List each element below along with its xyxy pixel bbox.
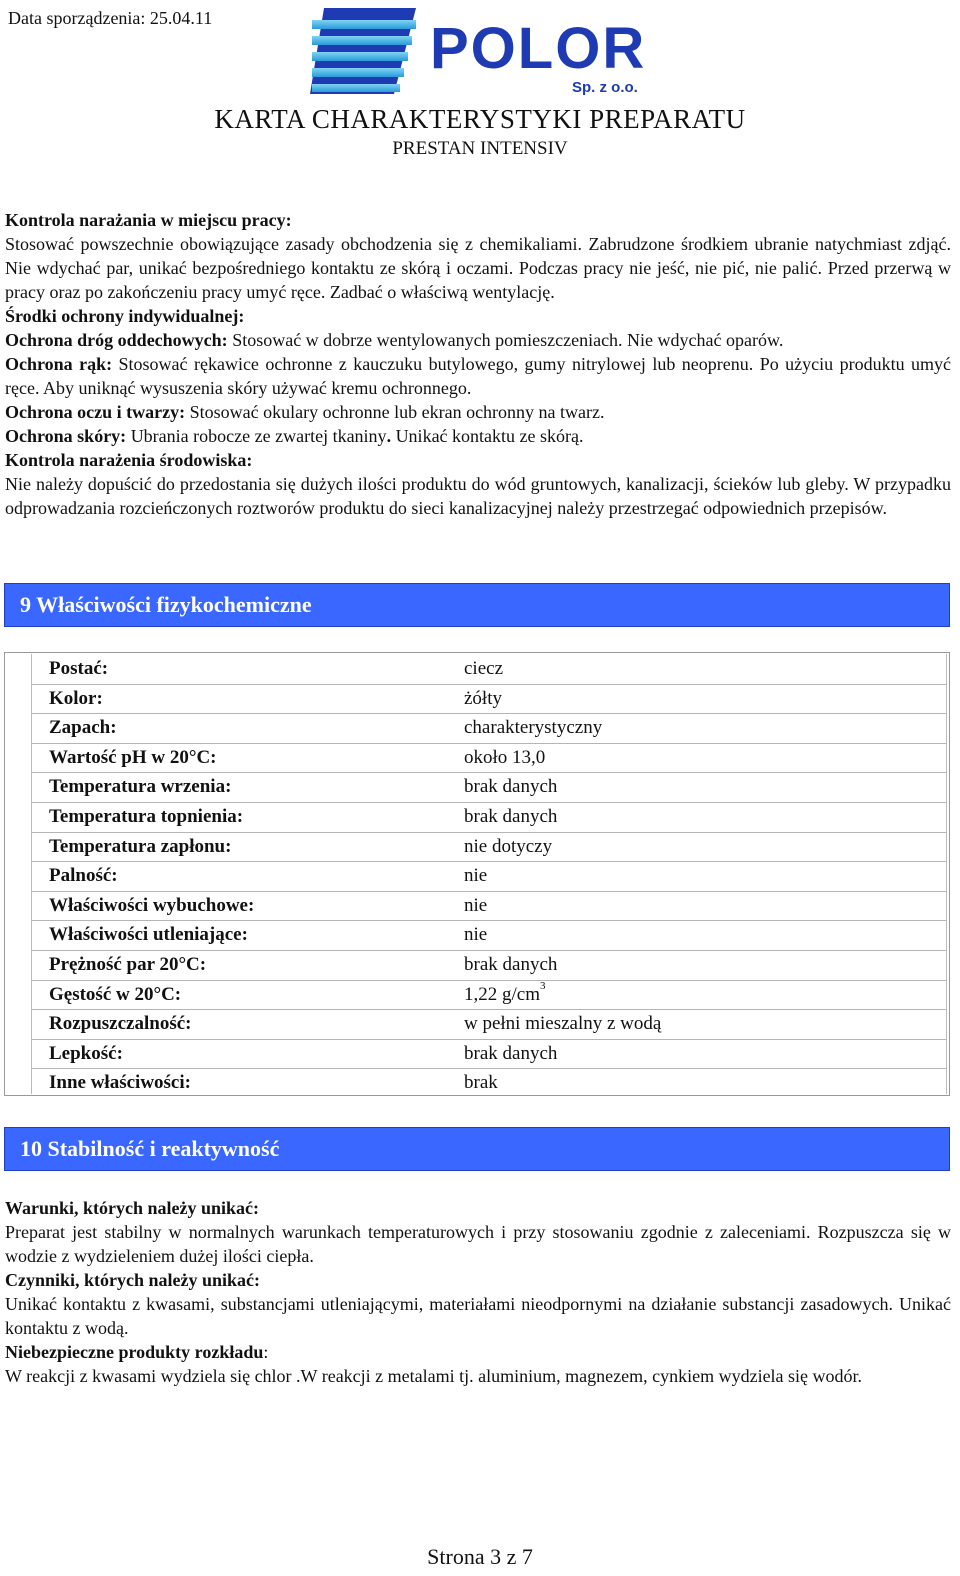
polor-logo [308, 6, 648, 98]
table-row: Właściwości utleniające: nie [32, 920, 946, 951]
preparation-date: Data sporządzenia: 25.04.11 [8, 8, 213, 28]
table-row: Palność: nie [32, 861, 946, 892]
section-9-banner: 9 Właściwości fizykochemiczne [4, 583, 950, 627]
respiratory-protection: Ochrona dróg oddechowych: Stosować w dobrze wentylowanych pomieszczeniach. Nie wdychać oparów. [5, 330, 784, 350]
skin-protection: Ochrona skóry: Ubrania robocze ze zwartej tkaniny. Unikać kontaktu ze skórą. [5, 426, 584, 446]
table-row: Temperatura wrzenia: brak danych [32, 772, 946, 803]
environmental-exposure-text: Nie należy dopuścić do przedostania się dużych ilości produktu do wód gruntowych, kanalizacji, ścieków lub gleby. W przypadku odprowadzania rozcieńczonych roztworów produktu do sieci kanalizacyjnej należy przestrzegać odpowiednich przepisów. [5, 474, 951, 518]
page-number: Strona 3 z 7 [427, 1544, 533, 1569]
personal-protection-heading: Środki ochrony indywidualnej: [5, 306, 245, 326]
stability-section [5, 1196, 951, 1388]
table-row: Postać: ciecz [32, 654, 946, 685]
table-row: Kolor: żółty [32, 684, 946, 715]
decomposition-products-text: W reakcji z kwasami wydziela się chlor .W reakcji z metalami tj. aluminium, magnezem, cynkiem wydziela się wodór. [5, 1366, 863, 1386]
eye-protection: Ochrona oczu i twarzy: Stosować okulary ochronne lub ekran ochronny na twarz. [5, 402, 605, 422]
properties-table [4, 652, 950, 1096]
logo-company-suffix: Sp. z o.o. [572, 79, 638, 96]
workplace-exposure-heading: Kontrola narażania w miejscu pracy: [5, 210, 292, 230]
table-row: Prężność par 20°C: brak danych [32, 950, 946, 981]
table-row: Rozpuszczalność: w pełni mieszalny z wodą [32, 1009, 946, 1040]
table-row: Temperatura topnienia: brak danych [32, 802, 946, 833]
conditions-to-avoid-heading: Warunki, których należy unikać: [5, 1198, 260, 1218]
hand-protection: Ochrona rąk: Stosować rękawice ochronne z kauczuku butylowego, gumy nitrylowej lub neoprenu. Po użyciu produktu umyć ręce. Aby uniknąć wysuszenia skóry używać kremu ochronnego. [5, 354, 951, 398]
logo-wordmark: POLOR [430, 16, 647, 81]
section-10-banner: 10 Stabilność i reaktywność [4, 1127, 950, 1171]
conditions-to-avoid-text: Preparat jest stabilny w normalnych warunkach temperaturowych i przy stosowaniu zgodnie z zaleceniami. Rozpuszcza się w wodzie z wydzieleniem dużej ilości ciepła. [5, 1222, 951, 1266]
incompatible-materials-heading: Czynniki, których należy unikać: [5, 1270, 261, 1290]
table-row: Inne właściwości: brak [49, 1072, 498, 1094]
table-row: Lepkość: brak danych [32, 1039, 946, 1070]
table-row: Wartość pH w 20°C: około 13,0 [32, 743, 946, 774]
decomposition-products-heading: Niebezpieczne produkty rozkładu: [5, 1342, 269, 1362]
table-row: Zapach: charakterystyczny [32, 713, 946, 744]
superscript-3: 3 [540, 979, 546, 992]
workplace-exposure-text: Stosować powszechnie obowiązujące zasady obchodzenia się z chemikaliami. Zabrudzone środkiem ubranie natychmiast zdjąć. Nie wdychać par, unikać bezpośredniego kontaktu ze skórą i oczami. Podczas pracy nie jeść, nie pić, nie palić. Przed przerwą w pracy oraz po zakończeniu pracy umyć ręce. Zadbać o właściwą wentylację. [5, 234, 951, 302]
table-row: Właściwości wybuchowe: nie [32, 891, 946, 922]
table-row: Temperatura zapłonu: nie dotyczy [32, 832, 946, 863]
incompatible-materials-text: Unikać kontaktu z kwasami, substancjami utleniającymi, materiałami nieodpornymi na działanie substancji zasadowych. Unikać kontaktu z wodą. [5, 1294, 951, 1338]
environmental-exposure-heading: Kontrola narażenia środowiska: [5, 450, 253, 470]
exposure-controls-section [5, 208, 951, 520]
document-title: KARTA CHARAKTERYSTYKI PREPARATU [214, 104, 746, 134]
table-row: Gęstość w 20°C: 1,22 $g/cm^3$ [32, 980, 946, 1011]
product-name: PRESTAN INTENSIV [392, 138, 568, 159]
